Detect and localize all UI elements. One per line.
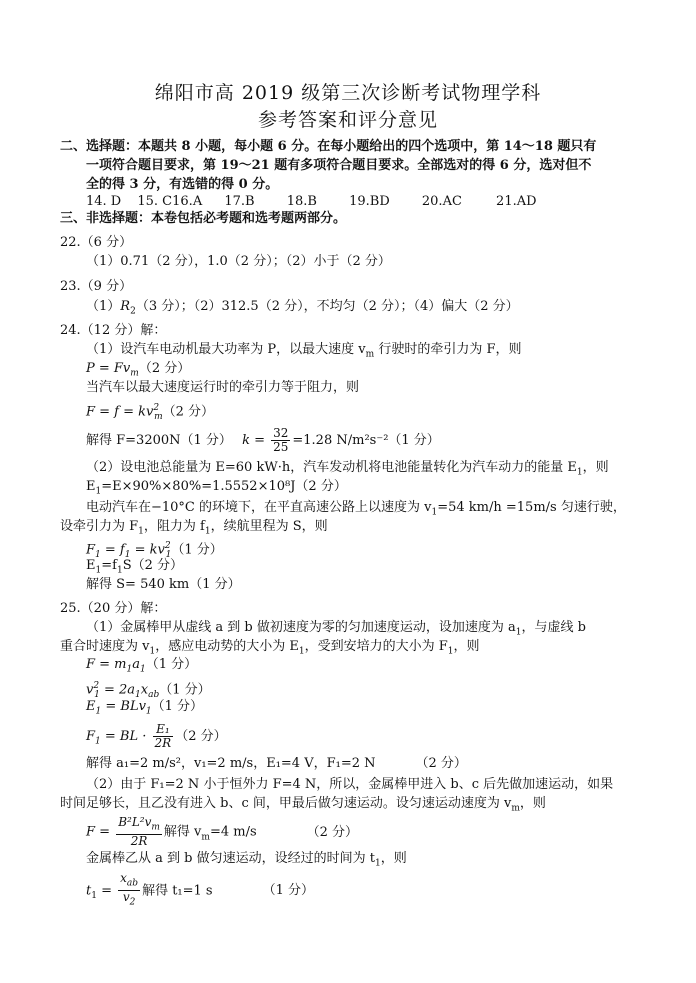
q24-result1: 解得 F=3200N（1 分） k = $\frac{32}{25}$ =1.28 N/m²s⁻²（1 分） (86, 426, 440, 454)
q25-eq2: $v^2_1 = 2a_1x_{ab}(1$ 分） (86, 681, 211, 700)
q24-line8: 电动汽车在−10°C 的环境下，在平直高速公路上以速度为 $v_1=54$ km/h =15m/s 匀速行驶， (86, 500, 626, 518)
answer-20: 20.AC (421, 194, 462, 209)
q24-line9: 设牵引力为 $F_1$，阻力为 $f_1$，续航里程为 S，则 (60, 519, 328, 537)
q25-line2: 重合时速度为 $v_1$，感应电动势的大小为 $E_1$，受到安培力的大小为 $F_1$，则 (60, 639, 480, 657)
section3-heading: 三、非选择题：本卷包括必考题和选考题两部分。 (60, 211, 347, 226)
q25-line3: （2）由于 F₁=2 N 小于恒外力 F=4 N，所以，金属棒甲进入 b、c 后先做加速运动，如果 (86, 777, 614, 792)
q24-eq4: $F_1 = f_1 = kv^2_1(1$ 分） (86, 541, 223, 560)
q24-line3: 当汽车以最大速度运行时的牵引力等于阻力，则 (86, 380, 360, 395)
q25-line1: （1）金属棒甲从虚线 a 到 b 做初速度为零的匀加速度运动，设加速度为 $a_1$，与虚线 b (86, 620, 586, 638)
q24-eq1: $P = Fv_m(2$ 分） (86, 361, 191, 379)
q25-eq3: $E_1 = BLv_1(1$ 分） (86, 699, 204, 717)
answer-14: 14. D (86, 194, 122, 209)
section2-heading: 二、选择题：本题共 8 小题，每小题 6 分。在每小题给出的四个选项中，第 14～18 题只有 (60, 139, 597, 154)
q25-result1: 解得 a₁=2 m/s²，v₁=2 m/s，E₁=4 V，F₁=2 N （2 分） (86, 756, 467, 771)
q24-eq2: $F = f = kv^2_m(2$ 分） (86, 403, 215, 422)
q24-line6: （2）设电池总能量为 E=60 kW·h，汽车发动机将电池能量转化为汽车动力的能量 $E_1$，则 (86, 460, 609, 478)
q25-line5: 金属棒乙从 a 到 b 做匀速运动，设经过的时间为 $t_1$，则 (86, 851, 407, 869)
q22-label: 22.（6 分） (60, 235, 133, 250)
section2-line3: 全的得 3 分，有选错的得 0 分。 (86, 177, 279, 192)
q24-eq3: $E_1=E\times 90\%\times 80\%=1.5552\times 10^8J(2$ 分） (86, 479, 347, 497)
q24-result2: 解得 S= 540 km（1 分） (86, 577, 241, 592)
q22-answer: （1）0.71（2 分），1.0（2 分）；（2）小于（2 分） (86, 254, 391, 269)
q25-eq1: $F = m_1a_1(1$ 分） (86, 657, 198, 675)
choice-answers (86, 193, 537, 211)
section2-line2: 一项符合题目要求，第 19～21 题有多项符合题目要求。全部选对的得 6 分，选对但不 (86, 158, 592, 173)
document-title: 绵阳市高 2019 级第三次诊断考试物理学科 (154, 82, 542, 104)
q25-eq5: F = $\frac{B^2L^2v_m}{2R}$ 解得 $v_m=4$ m/s （2 分） (86, 815, 359, 849)
q24-eq5: $E_1=f_1S(2$ 分） (86, 558, 183, 576)
q25-label: 25.（20 分）解： (60, 601, 167, 616)
answer-16: 16.A (172, 194, 203, 209)
q24-label: 24.（12 分）解： (60, 323, 167, 338)
q23-label: 23.（9 分） (60, 279, 133, 294)
answer-19: 19.BD (349, 194, 390, 209)
q25-eq6: $t_1$ = $\frac{x_{ab}}{v_2}$ 解得 t₁=1 s （1 分） (86, 871, 315, 908)
q25-eq4: $F_1$ = BL · $\frac{\text{E₁}}{2R}$ （2 分） (86, 722, 227, 750)
answer-15: 15. C (137, 194, 173, 209)
answer-17: 17.B (224, 194, 255, 209)
q23-answer: $(1)R_2(3$ 分）；（2）312.5（2 分），不均匀（2 分）；（4）偏大（2 分） (86, 299, 519, 317)
answer-21: 21.AD (496, 194, 537, 209)
document-subtitle: 参考答案和评分意见 (257, 109, 438, 131)
answer-18: 18.B (286, 194, 317, 209)
q24-line1: （1）设汽车电动机最大功率为 P，以最大速度 $v_m$ 行驶时的牵引力为 F，则 (86, 342, 522, 360)
q25-line4: 时间足够长，且乙没有进入 b、c 间，甲最后做匀速运动。设匀速运动速度为 $v_m$，则 (60, 796, 546, 814)
